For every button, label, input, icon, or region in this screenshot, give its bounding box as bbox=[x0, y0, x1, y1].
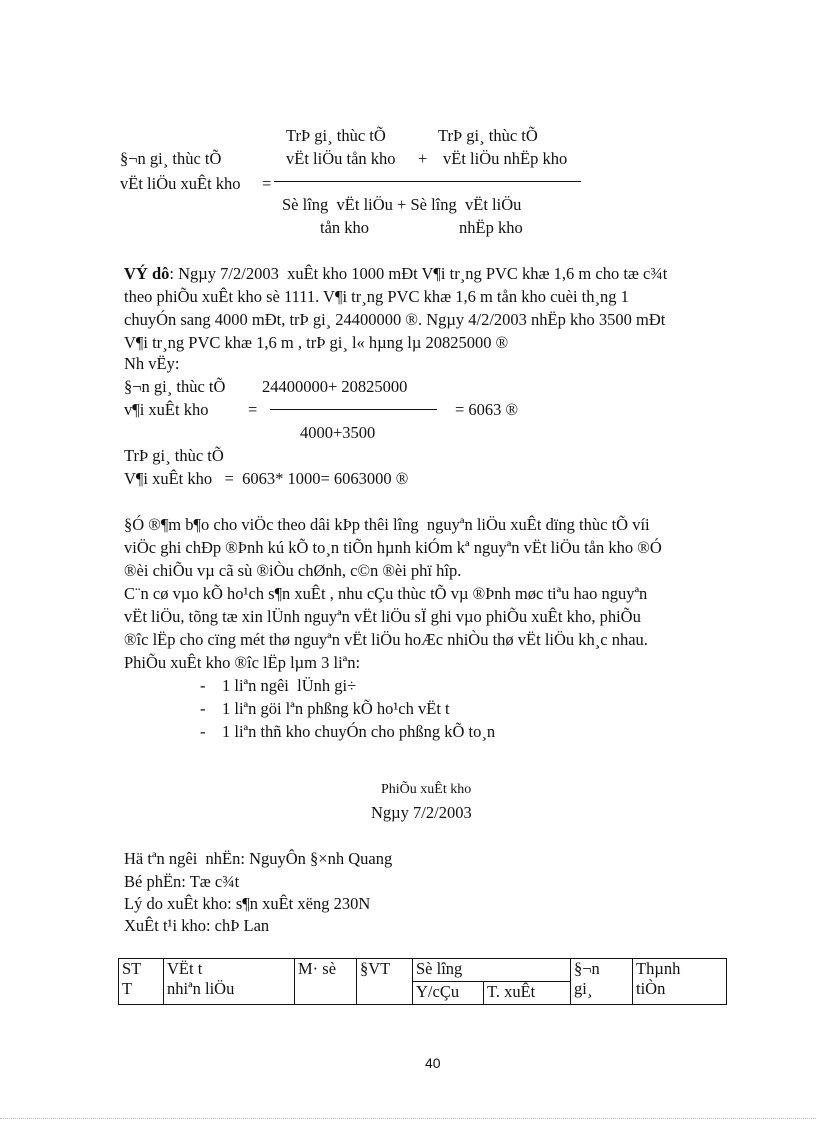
paragraph-line-5: vËt liÖu, tõng tæ xin lÜnh nguyªn vËt liÖu sÏ ghi vµo phiÕu xuÊt kho, phiÕu bbox=[124, 607, 641, 626]
page-bottom-border bbox=[0, 1118, 816, 1119]
th-unit-price-line2: gi¸ bbox=[574, 978, 593, 998]
example-label: VÝ dô bbox=[124, 264, 170, 283]
form-field-reason: Lý do xuÊt kho: s¶n xuÊt xëng 230N bbox=[124, 894, 371, 913]
form-title: PhiÕu xuÊt kho bbox=[381, 782, 472, 797]
formula1-denominator-left-line2: tån kho bbox=[320, 218, 370, 237]
form-date: Ngµy 7/2/2003 bbox=[371, 803, 472, 822]
th-material-line2: nhiªn liÖu bbox=[167, 978, 235, 998]
th-quantity-requested: Y/cÇu bbox=[413, 982, 484, 1005]
formula1-lhs-line1: §¬n gi¸ thùc tÕ bbox=[120, 149, 222, 168]
formula1-numerator-right-line2: vËt liÖu nhËp kho bbox=[443, 149, 568, 168]
paragraph-line-7: PhiÕu xuÊt kho ®îc lËp lµm 3 liªn: bbox=[124, 653, 361, 672]
example-line-3: chuyÓn sang 4000 mÐt, trÞ gi¸ 24400000 ®. Ngµy 4/2/2003 nhËp kho 3500 mÐt bbox=[124, 310, 666, 329]
th-material bbox=[164, 959, 295, 1005]
th-unit-price bbox=[571, 959, 633, 1005]
bullet-dash-3: - bbox=[200, 722, 206, 741]
formula1-numerator-right-line1: TrÞ gi¸ thùc tÕ bbox=[438, 126, 538, 145]
th-material-line1: VËt t bbox=[167, 959, 203, 978]
formula1-numerator-left-line2: vËt liÖu tån kho bbox=[286, 149, 396, 168]
example-line-2: theo phiÕu xuÊt kho sè 1111. V¶i tr¸ng PVC khæ 1,6 m tån kho cuèi th¸ng 1 bbox=[124, 287, 629, 306]
formula1-denominator-line1: Sè lîng vËt liÖu + Sè lîng vËt liÖu bbox=[282, 195, 522, 214]
formula1-equals: = bbox=[262, 174, 272, 193]
formula2-fraction-bar bbox=[270, 409, 437, 410]
bullet-dash-2: - bbox=[200, 699, 206, 718]
th-stt-line2: T bbox=[122, 978, 133, 998]
formula2-result: = 6063 ® bbox=[455, 400, 519, 419]
form-field-warehouse: XuÊt t¹i kho: chÞ Lan bbox=[124, 916, 270, 935]
example-line-4: V¶i tr¸ng PVC khæ 1,6 m , trÞ gi¸ l« hµng lµ 20825000 ® bbox=[124, 333, 509, 352]
bullet-item-1: 1 liªn ngêi lÜnh gi÷ bbox=[222, 676, 357, 695]
formula1-plus: + bbox=[418, 149, 428, 168]
paragraph-line-3: ®èi chiÕu vµ cã sù ®iÒu chØnh, c©n ®èi phï hîp. bbox=[124, 561, 462, 580]
formula2-numerator: 24400000+ 20825000 bbox=[262, 377, 408, 396]
form-field-receiver: Hä tªn ngêi nhËn: NguyÔn §×nh Quang bbox=[124, 849, 393, 868]
example-line-1-text: : Ngµy 7/2/2003 xuÊt kho 1000 mÐt V¶i tr¸ng PVC khæ 1,6 m cho tæ c¾t bbox=[169, 264, 668, 283]
formula1-denominator-right-line2: nhËp kho bbox=[459, 218, 523, 237]
th-stt bbox=[119, 959, 164, 1005]
th-quantity: Sè lîng bbox=[413, 959, 571, 982]
formula1-numerator-left-line1: TrÞ gi¸ thùc tÕ bbox=[286, 126, 386, 145]
paragraph-line-2: viÖc ghi chÐp ®Þnh kú kÕ to¸n tiÕn hµnh kiÓm kª nguyªn vËt liÖu tån kho ®Ó bbox=[124, 538, 662, 557]
th-amount-line1: Thµnh bbox=[636, 959, 681, 978]
issue-slip-table bbox=[118, 958, 727, 1005]
th-amount-line2: tiÒn bbox=[636, 978, 666, 998]
formula2-lhs-line1: §¬n gi¸ thùc tÕ bbox=[124, 377, 226, 396]
formula2-lhs-line2: v¶i xuÊt kho bbox=[124, 400, 209, 419]
th-quantity-issued: T. xuÊt bbox=[484, 982, 571, 1005]
formula2-denominator: 4000+3500 bbox=[300, 423, 376, 442]
formula3-line1: TrÞ gi¸ thùc tÕ bbox=[124, 446, 224, 465]
bullet-item-2: 1 liªn göi lªn phßng kÕ ho¹ch vËt t bbox=[222, 699, 450, 718]
table-header-row-1 bbox=[119, 959, 727, 982]
th-unit-price-line1: §¬n bbox=[574, 959, 600, 978]
example-line-5: Nh vËy: bbox=[124, 354, 180, 373]
paragraph-line-1: §Ó ®¶m b¶o cho viÖc theo dâi kÞp thêi lîng nguyªn liÖu xuÊt dïng thùc tÕ víi bbox=[124, 515, 650, 534]
page-number: 40 bbox=[425, 1055, 441, 1071]
formula1-fraction-bar bbox=[274, 181, 581, 182]
th-unit: §VT bbox=[357, 959, 413, 1005]
form-field-department: Bé phËn: Tæ c¾t bbox=[124, 872, 240, 891]
formula1-lhs-line2: vËt liÖu xuÊt kho bbox=[120, 174, 241, 193]
th-code: M· sè bbox=[295, 959, 357, 1005]
th-amount bbox=[633, 959, 727, 1005]
th-stt-line1: ST bbox=[122, 959, 142, 978]
formula2-equals: = bbox=[248, 400, 258, 419]
paragraph-line-6: ®îc lËp cho cïng mét thø nguyªn vËt liÖu hoÆc nhiÒu thø vËt liÖu kh¸c nhau. bbox=[124, 630, 648, 649]
formula3-line2: V¶i xuÊt kho = 6063* 1000= 6063000 ® bbox=[124, 469, 409, 488]
paragraph-line-4: C¨n cø vµo kÕ ho¹ch s¶n xuÊt , nhu cÇu thùc tÕ vµ ®Þnh møc tiªu hao nguyªn bbox=[124, 584, 648, 603]
bullet-item-3: 1 liªn thñ kho chuyÓn cho phßng kÕ to¸n bbox=[222, 722, 496, 741]
example-line-1 bbox=[124, 266, 667, 283]
bullet-dash-1: - bbox=[200, 676, 206, 695]
